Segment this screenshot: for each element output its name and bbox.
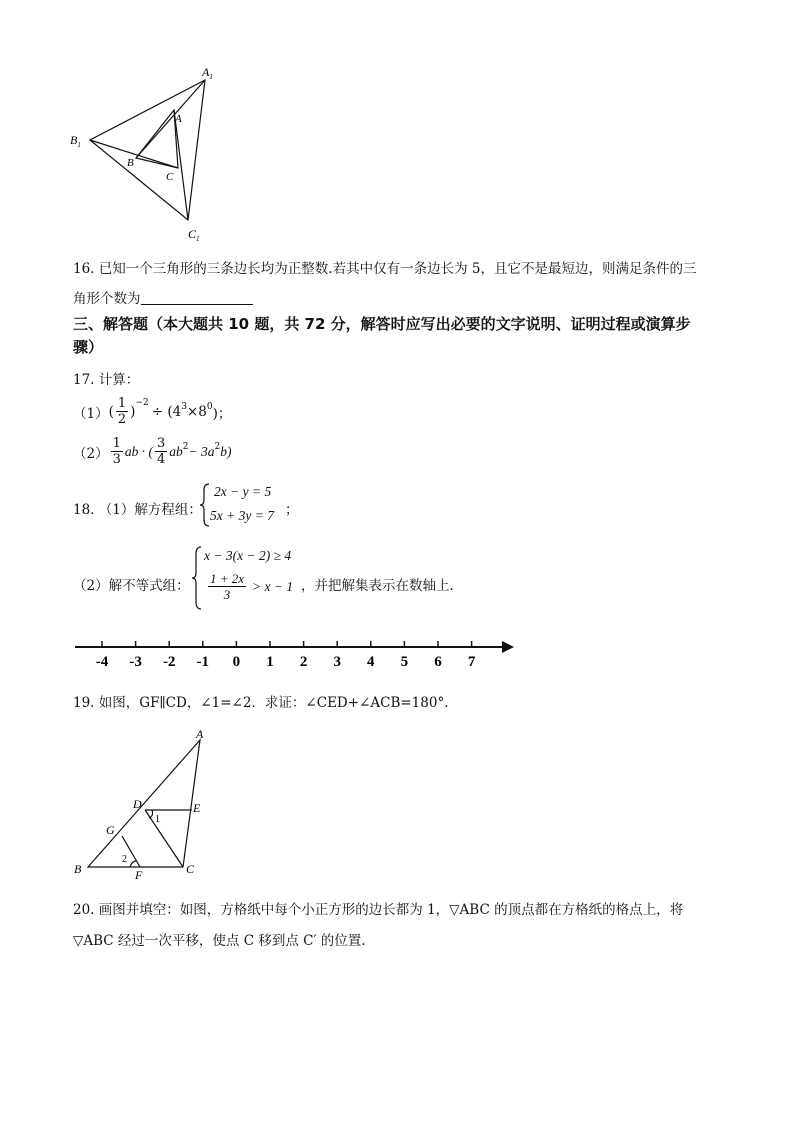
tick-label: 3 <box>333 654 341 670</box>
label-b: B <box>74 862 82 876</box>
answer-blank[interactable] <box>141 290 253 305</box>
tick-label: 2 <box>299 654 308 670</box>
question-number: 19. <box>73 695 95 711</box>
label-angle-2: 2 <box>122 854 127 865</box>
fraction-three-quarters: $\frac{3}{4}$ <box>157 436 166 467</box>
question-number: 16. <box>73 261 95 277</box>
triangle-abc <box>88 740 200 867</box>
number-line[interactable] <box>70 630 520 674</box>
label-e: E <box>193 801 201 815</box>
figure-triangle-a1b1c1 <box>60 60 240 250</box>
semicolon: ； <box>285 502 299 518</box>
tick-label: -3 <box>129 654 142 670</box>
tick-label: 7 <box>467 654 476 670</box>
label-c: C <box>186 862 195 876</box>
label-c1: $C_1$ <box>188 227 200 243</box>
tick-label: -1 <box>196 654 210 670</box>
tick-label: 4 <box>367 654 375 670</box>
question-20-line1 <box>73 898 683 918</box>
tick-label: 5 <box>400 654 409 670</box>
question-17-prompt <box>73 368 139 388</box>
question-17-part2: （2） $\frac{1}{3}$ ab · ( $\frac{3}{4}$ ab $^2$ − 3a $^2$ b) <box>73 436 232 467</box>
fraction: $\frac{1 + 2x}{3}$ <box>210 571 245 602</box>
label-angle-1: 1 <box>155 814 160 825</box>
label-b1: $B_1$ <box>70 133 81 149</box>
question-text: 画图并填空：如图，方格纸中每个小正方形的边长都为 1，▽ABC 的顶点都在方格纸的格点上，将 <box>98 902 684 918</box>
tick-label: 6 <box>434 654 442 670</box>
label-a: A <box>175 113 182 125</box>
segment-dc <box>145 810 183 867</box>
question-text: 计算： <box>98 372 140 388</box>
fraction-one-half: $\frac{1}{2}$ <box>117 396 127 427</box>
label-d: D <box>133 797 142 811</box>
section-3-heading-line2: 骤） <box>73 338 104 356</box>
question-text: 角形个数为 <box>73 291 141 307</box>
tick-label: -2 <box>162 654 176 670</box>
fraction-one-third: $\frac{1}{3}$ <box>112 436 121 467</box>
part-label: （1） <box>73 405 109 422</box>
inner-triangle <box>136 110 178 168</box>
question-17-part1: （1） ( $\frac{1}{2}$ ) $^{-2}$ ÷ (4 $^3$ ×8 $^0$ )； <box>73 396 232 427</box>
brace-icon <box>191 545 203 611</box>
part-label: （1）解方程组： <box>98 502 202 518</box>
inequality-2: $\frac{1 + 2x}{3}$ > x − 1 <box>210 571 294 602</box>
question-18-part1-label <box>73 498 202 518</box>
equation-2: 5x + 3y = 7 <box>210 508 274 523</box>
label-c: C <box>166 171 174 183</box>
figure-triangle-abc <box>70 730 220 880</box>
question-number: 18. <box>73 502 95 518</box>
tick-label: 1 <box>266 654 274 670</box>
question-16-line1 <box>73 257 696 277</box>
question-text: 如图，GF∥CD，∠1=∠2．求证：∠CED+∠ACB=180°. <box>98 695 449 711</box>
arrow-right-icon <box>502 641 514 653</box>
tick-label: 0 <box>232 654 241 670</box>
question-20-line2: ▽ABC 经过一次平移，使点 C 移到点 C′ 的位置. <box>73 933 366 949</box>
label-a: A <box>196 730 204 741</box>
question-number: 17. <box>73 372 95 388</box>
label-b: B <box>127 157 134 169</box>
label-a1: $A_1$ <box>202 65 213 81</box>
part-label: （2） <box>73 445 109 462</box>
equation-1: 2x − y = 5 <box>214 484 272 499</box>
angle-2-arc <box>130 861 136 867</box>
section-3-heading-line1: 三、解答题（本大题共 10 题，共 72 分，解答时应写出必要的文字说明、证明过程或演算步 <box>73 315 691 333</box>
label-f: F <box>135 868 143 880</box>
expression: ÷ (4 <box>151 403 182 420</box>
tick-label: -4 <box>95 654 109 670</box>
question-18-part2-label: （2）解不等式组： <box>73 578 190 594</box>
question-18-part2-tail: ，并把解集表示在数轴上. <box>301 578 454 594</box>
question-number: 20. <box>73 902 95 918</box>
inequality-1: x − 3(x − 2) ≥ 4 <box>204 548 292 563</box>
label-g: G <box>106 823 115 837</box>
question-19 <box>73 691 449 711</box>
outer-triangle <box>90 80 205 220</box>
exponent: −2 <box>135 398 149 408</box>
question-text: 已知一个三角形的三条边长均为正整数.若其中仅有一条边长为 5，且它不是最短边，则满足条件的三 <box>98 261 697 277</box>
question-16-line2 <box>73 287 253 307</box>
